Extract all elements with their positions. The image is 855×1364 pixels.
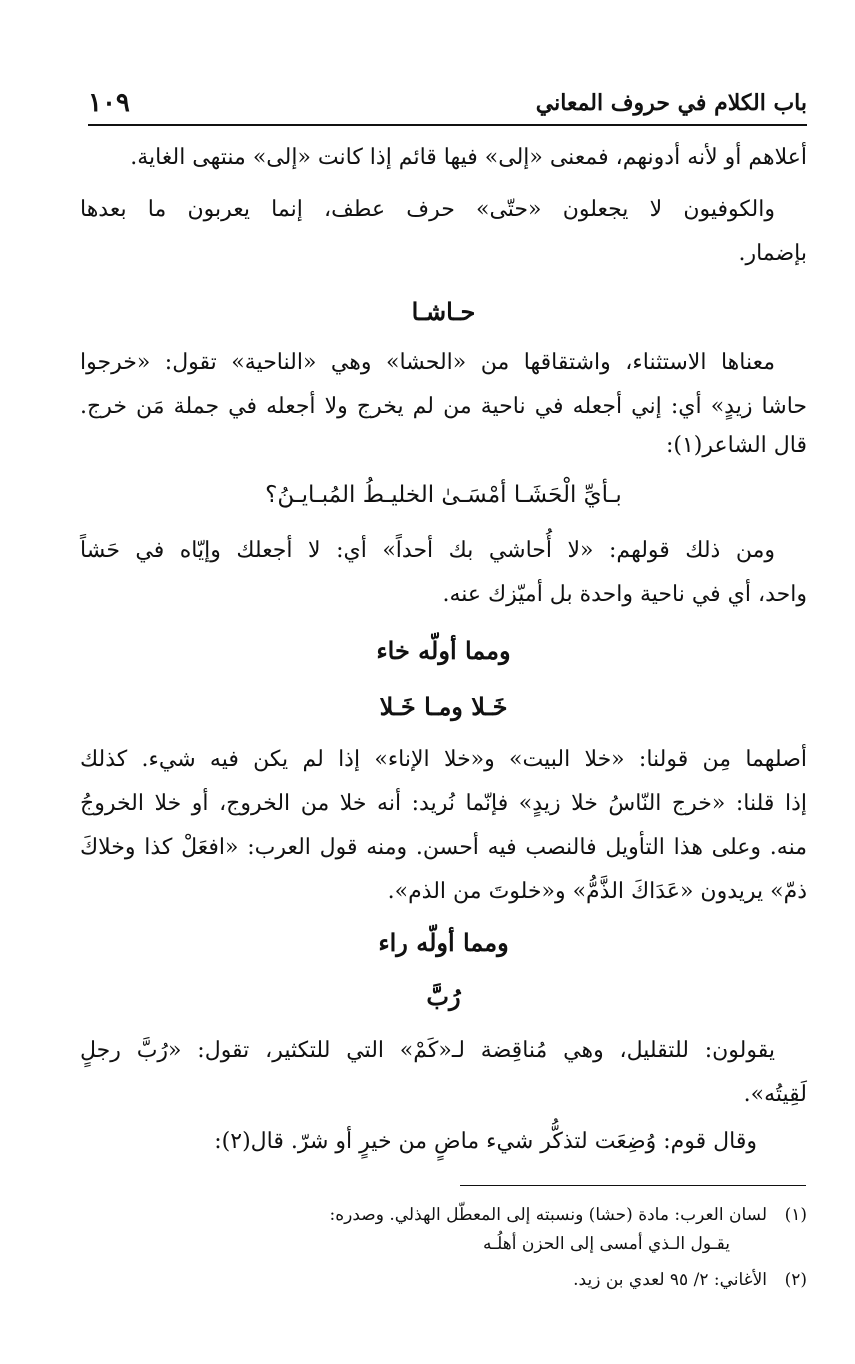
text-line: واحد، أي في ناحية واحدة بل أميّزك عنه. [442, 582, 807, 607]
footnote-text: لسان العرب: مادة (حشا) ونسبته إلى المعطّل الهذلي. وصدره: [329, 1205, 767, 1225]
entry-heading-rubba: رُبَّ [426, 982, 461, 1011]
text-line: وقال قوم: وُضِعَت لتذكُّر شيء ماضٍ من خيرٍ أو شرّ. قال(٢): [214, 1129, 757, 1154]
running-title: باب الكلام في حروف المعاني [535, 90, 807, 116]
footnote-verse: يقـول الـذي أمسى إلى الحزن أهلُـه [483, 1234, 730, 1254]
text-line: ومن ذلك قولهم: «لا أُحاشي بك أحداً» أي: لا أجعلك وإيّاه في حَشاً [80, 538, 775, 563]
paragraph-hasha-meaning [80, 341, 807, 463]
text-line: إذا قلنا: «خرج النّاسُ خلا زيدٍ» فإنّما نُريد: أنه خلا من الخروج، أو خلا الخروجُ [80, 791, 807, 816]
page-number: ١٠٩ [88, 88, 130, 118]
footnote-number: (١) [784, 1205, 807, 1225]
text-line: والكوفيون لا يجعلون «حتّى» حرف عطف، إنما يعربون ما بعدها [80, 197, 775, 222]
text-line: معناها الاستثناء، واشتقاقها من «الحشا» وهي «الناحية» تقول: «خرجوا [80, 350, 775, 375]
running-header [88, 88, 807, 128]
footnote-rule [460, 1185, 806, 1186]
text-line: قال الشاعر(١): [665, 433, 807, 458]
paragraph-ila-continuation [80, 136, 807, 180]
text-line: منه. وعلى هذا التأويل فالنصب فيه أحسن. ومنه قول العرب: «افعَلْ كذا وخلاكَ [80, 835, 807, 860]
paragraph-qawm [80, 1120, 807, 1164]
text-line: أعلاهم أو لأنه أدونهم، فمعنى «إلى» فيها قائم إذا كانت «إلى» منتهى الغاية. [130, 145, 807, 170]
text-line: لَقِيتُه». [743, 1082, 807, 1107]
paragraph-khala [80, 738, 807, 914]
verse-line: بـأيِّ الْحَشَـا أمْسَـىٰ الخليـطُ المُبـايـنُ؟ [265, 482, 622, 508]
footnote-1 [80, 1200, 807, 1230]
text-line: بإضمار. [738, 241, 807, 266]
paragraph-rubba [80, 1029, 807, 1117]
footnote-text: الأغاني: ٢/ ٩٥ لعدي بن زيد. [573, 1270, 767, 1290]
text-line: حاشا زيدٍ» أي: إني أجعله في ناحية من لم يخرج ولا أجعله في جملة مَن خرج. [80, 394, 807, 419]
section-heading-kha: ومما أولّه خاء [376, 636, 511, 665]
text-line: أصلهما مِن قولنا: «خلا البيت» و«خلا الإناء» إذا لم يكن فيه شيء. كذلك [80, 747, 807, 772]
header-rule [88, 124, 807, 126]
footnote-number: (٢) [784, 1270, 807, 1290]
section-heading-ra: ومما أولّه راء [378, 928, 509, 957]
text-line: يقولون: للتقليل، وهي مُناقِضة لـ«كَمْ» التي للتكثير، تقول: «رُبَّ رجلٍ [80, 1038, 775, 1063]
paragraph-uhashi [80, 529, 807, 617]
footnote-2 [80, 1265, 807, 1295]
text-line: ذمّ» يريدون «عَدَاكَ الذَّمُّ» و«خلوتَ من الذم». [387, 879, 807, 904]
section-heading-hasha: حـاشـا [411, 297, 476, 326]
entry-heading-khala: خَـلا ومـا خَـلا [379, 692, 508, 721]
paragraph-kufiyun [80, 188, 807, 276]
